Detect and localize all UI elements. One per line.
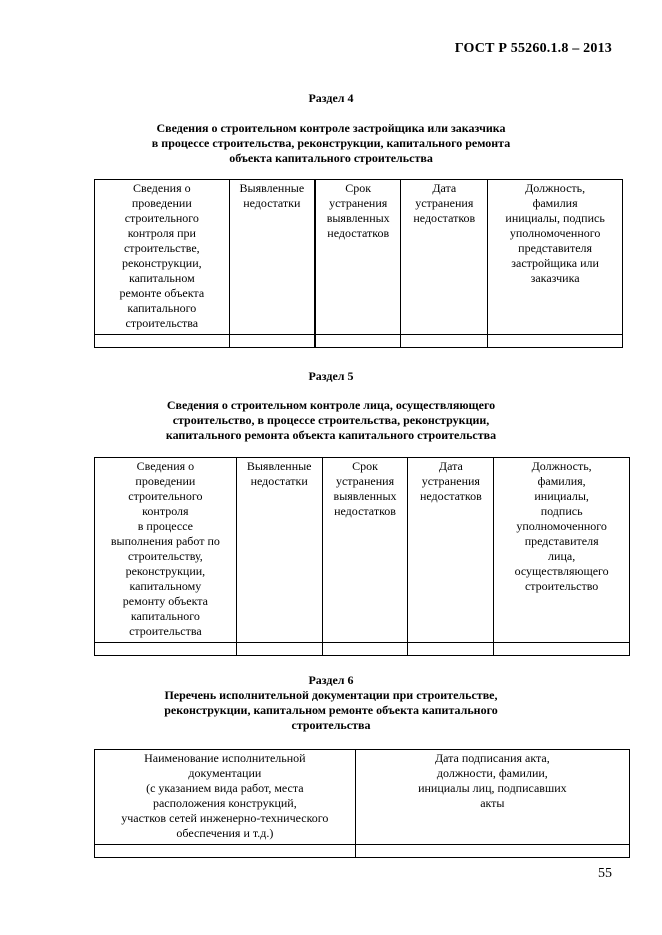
section4-heading: Раздел 4 [308,91,354,105]
section5-title [0,398,662,443]
document-header: ГОСТ Р 55260.1.8 – 2013 [454,41,612,56]
section4-title-line: объекта капитального строительства [229,151,433,165]
section4-table [94,179,623,348]
section5-title-line: Сведения о строительном контроле лица, осуществляющего [166,398,496,412]
column-header: Дата подписания акта, должности, фамилии, инициалы лиц, подписавших акты [355,750,629,845]
column-header: Должность, фамилия инициалы, подпись уполномоченного представителя застройщика или заказчика [488,180,623,335]
table-cell [355,845,629,858]
section5-table [94,457,630,656]
section6-table [94,749,630,858]
column-header: Дата устранения недостатков [408,458,494,643]
table-cell [488,335,623,348]
table-row [95,643,630,656]
table-header-row [95,458,630,643]
section5-heading: Раздел 5 [308,369,354,383]
table-header-row [95,750,630,845]
section6-title-line: реконструкции, капитальном ремонте объекта капитального [164,703,498,717]
table-cell [95,845,356,858]
column-header: Наименование исполнительной документации (с указанием вида работ, места расположения конструкций, участков сетей инженерно-технического обеспечения и т.д.) [95,750,356,845]
table-row [95,335,623,348]
column-header: Дата устранения недостатков [401,180,488,335]
column-header: Выявленные недостатки [229,180,315,335]
table-cell [95,335,230,348]
section6-heading: Раздел 6 [308,673,354,687]
column-header: Сведения о проведении строительного контроля при строительстве, реконструкции, капитальном ремонте объекта капитального строительства [95,180,230,335]
table-cell [236,643,322,656]
section5-title-line: строительство, в процессе строительства, реконструкции, [172,413,490,427]
table-cell [229,335,315,348]
table-cell [494,643,630,656]
column-header: Должность, фамилия, инициалы, подпись уполномоченного представителя лица, осуществляющего строительство [494,458,630,643]
section6-title-line: строительства [291,718,371,732]
table-cell [315,335,401,348]
column-header: Сведения о проведении строительного контроля в процессе выполнения работ по строительству, реконструкции, капитальному ремонту объекта капитального строительства [95,458,237,643]
section6-title-line: Перечень исполнительной документации при строительстве, [164,688,498,702]
table-row [95,845,630,858]
page-number: 55 [598,866,612,881]
table-cell [408,643,494,656]
column-header: Выявленные недостатки [236,458,322,643]
section5-title-line: капитального ремонта объекта капитального строительства [165,428,497,442]
section4-title-line: в процессе строительства, реконструкции, капитального ремонта [151,136,511,150]
table-cell [401,335,488,348]
section6-title [0,688,662,733]
column-header: Срок устранения выявленных недостатков [322,458,408,643]
table-header-row [95,180,623,335]
column-header: Срок устранения выявленных недостатков [315,180,401,335]
section4-title [0,121,662,166]
table-cell [322,643,408,656]
section4-title-line: Сведения о строительном контроле застройщика или заказчика [156,121,506,135]
table-cell [95,643,237,656]
